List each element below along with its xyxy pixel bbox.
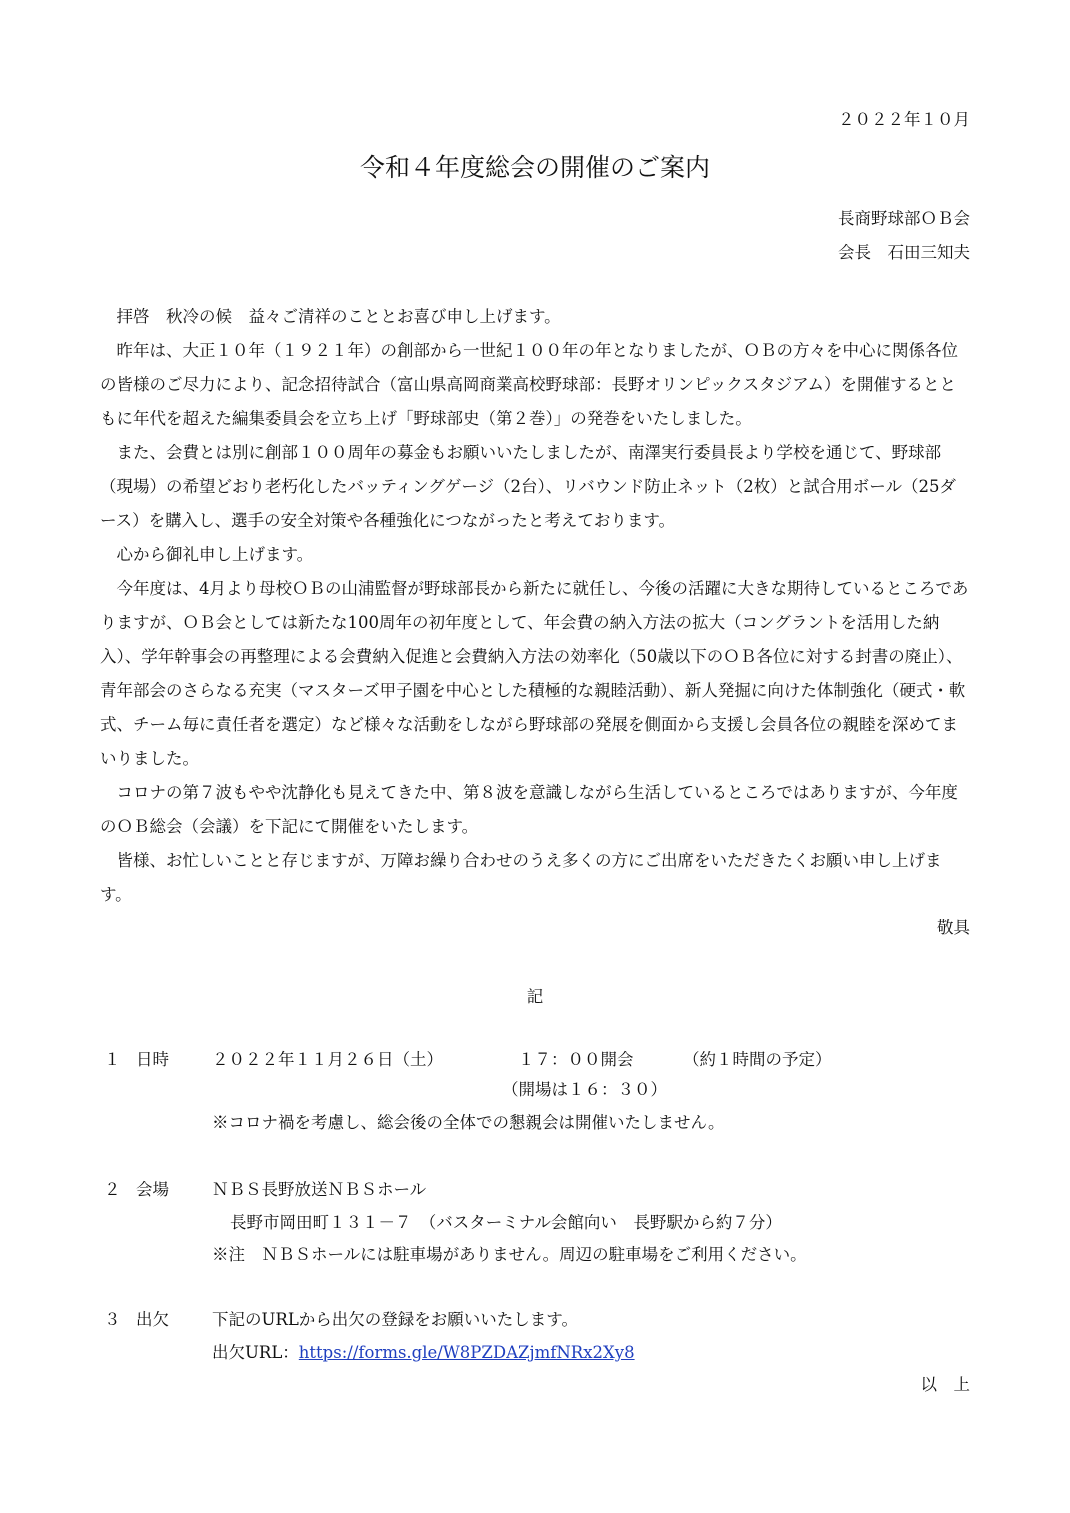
item-label-venue: 会場 bbox=[136, 1180, 169, 1199]
meeting-date: ２０２２年１１月２６日（土） bbox=[212, 1050, 443, 1069]
body-paragraph: コロナの第７波もやや沈静化も見えてきた中、第８波を意識しながら生活しているところではありますが、今年度のＯＢ総会（会議）を下記にて開催をいたします。 bbox=[100, 783, 958, 836]
document-title: 令和４年度総会の開催のご案内 bbox=[359, 153, 710, 182]
sender-organization: 長商野球部ＯＢ会 bbox=[838, 209, 970, 228]
body-paragraph: 昨年は、大正１０年（１９２１年）の創部から一世紀１００年の年となりましたが、ＯＢの方々を中心に関係各位の皆様のご尽力により、記念招待試合（富山県高岡商業高校野球部：長野オリンピックスタジアム）を開催するとともに年代を超えた編集委員会を立ち上げ「野球部史（第２巻）」の発巻をいたしました。 bbox=[100, 341, 958, 428]
issue-date: ２０２２年１０月 bbox=[838, 110, 970, 129]
letter-body bbox=[100, 300, 972, 912]
parking-notice: ※注 ＮＢＳホールには駐車場がありません。周辺の駐車場をご利用ください。 bbox=[212, 1245, 807, 1264]
doors-open-time: （開場は１６：３０） bbox=[502, 1080, 667, 1099]
attendance-url-row bbox=[212, 1339, 635, 1363]
body-paragraph: 今年度は、4月より母校ＯＢの山浦監督が野球部長から新たに就任し、今後の活躍に大きな期待しているところでありますが、ＯＢ会としては新たな100周年の初年度として、年会費の納入方法の拡大（コングラントを活用した納入）、学年幹事会の再整理による会費納入促進と会費納入方法の効率化（50歳以下のＯＢ各位に対する封書の廃止）、青年部会のさらなる充実（マスターズ甲子園を中心とした積極的な親睦活動）、新人発掘に向けた体制強化（硬式・軟式、チーム毎に責任者を選定）など様々な活動をしながら野球部の発展を側面から支援し会員各位の親睦を深めてまいりました。 bbox=[100, 579, 969, 768]
closing-ijou: 以 上 bbox=[920, 1375, 970, 1394]
attendance-url-label: 出欠URL： bbox=[212, 1343, 299, 1362]
body-paragraph: また、会費とは別に創部１００周年の募金もお願いいたしましたが、南澤実行委員長より学校を通じて、野球部（現場）の希望どおり老朽化したバッティングゲージ（2台）、リバウンド防止ネット（2枚）と試合用ボール（25ダース）を購入し、選手の安全対策や各種強化につながったと考えております。 bbox=[100, 443, 956, 530]
attendance-form-link[interactable]: https://forms.gle/W8PZDAZjmfNRx2Xy8 bbox=[298, 1343, 635, 1362]
ki-heading: 記 bbox=[526, 987, 544, 1006]
item-number-1: １ bbox=[104, 1050, 121, 1069]
meeting-start-time: １７：００開会 bbox=[518, 1050, 634, 1069]
attendance-instruction: 下記のURLから出欠の登録をお願いいたします。 bbox=[212, 1310, 578, 1329]
greeting-paragraph: 拝啓 秋冷の候 益々ご清祥のこととお喜び申し上げます。 bbox=[116, 307, 561, 326]
venue-address: 長野市岡田町１３１－７ （バスターミナル会館向い 長野駅から約７分） bbox=[230, 1213, 782, 1232]
closing-keigu: 敬具 bbox=[937, 918, 970, 937]
body-paragraph: 心から御礼申し上げます。 bbox=[116, 545, 314, 564]
item-number-3: ３ bbox=[104, 1310, 121, 1329]
meeting-duration-note: （約１時間の予定） bbox=[683, 1050, 832, 1069]
item-label-datetime: 日時 bbox=[136, 1050, 169, 1069]
venue-name: ＮＢＳ長野放送ＮＢＳホール bbox=[212, 1180, 427, 1199]
sender-president: 会長 石田三知夫 bbox=[838, 243, 970, 262]
item-number-2: ２ bbox=[104, 1180, 121, 1199]
body-paragraph: 皆様、お忙しいことと存じますが、万障お繰り合わせのうえ多くの方にご出席をいただきたくお願い申し上げます。 bbox=[100, 851, 942, 904]
reception-cancel-notice: ※コロナ禍を考慮し、総会後の全体での懇親会は開催いたしません。 bbox=[212, 1113, 725, 1132]
item-label-attendance: 出欠 bbox=[136, 1310, 169, 1329]
